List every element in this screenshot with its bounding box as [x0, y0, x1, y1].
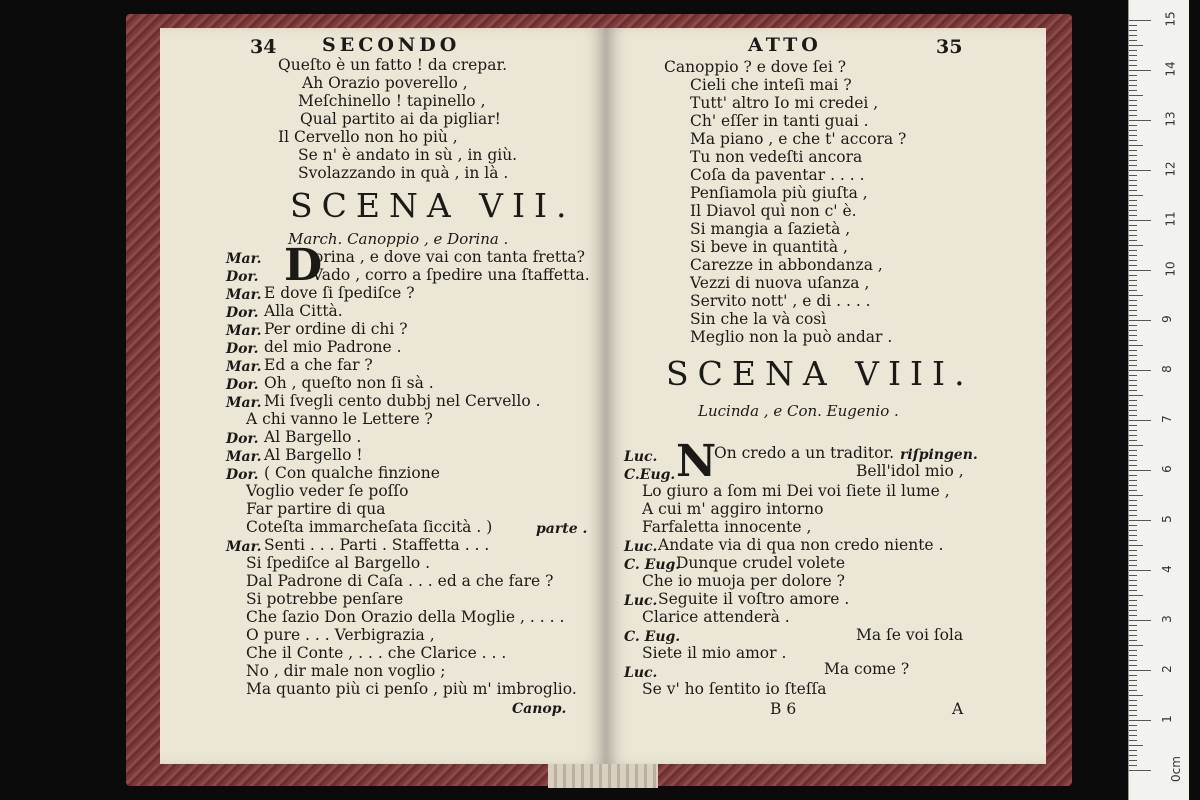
ruler-tick [1129, 680, 1137, 681]
dialogue-line: Al Bargello ! [264, 446, 363, 464]
drop-cap: N [676, 436, 717, 487]
ruler-tick [1129, 170, 1151, 171]
ruler-tick [1129, 140, 1137, 141]
ruler-tick [1129, 550, 1137, 551]
ruler-tick [1129, 445, 1143, 446]
ruler-tick [1129, 415, 1137, 416]
verse-line: Se n' è andato in sù , in giù. [298, 146, 518, 164]
ruler-tick [1129, 570, 1151, 571]
dialogue-line: Ed a che far ? [264, 356, 373, 374]
dialogue-line: Vado , corro a ſpedire una ſtaffetta. [312, 266, 590, 284]
ruler-tick [1129, 145, 1143, 146]
ruler-tick [1129, 150, 1137, 151]
ruler-tick [1129, 165, 1137, 166]
speaker-label: Luc. [624, 593, 658, 609]
scene-title: SCENA VIII. [666, 354, 974, 393]
ruler-tick [1129, 525, 1137, 526]
dialogue-line: Alla Città. [264, 302, 343, 320]
speaker-label: Luc. [624, 449, 658, 465]
dialogue-line: Lo giuro a ſom mi Dei voi ſiete il lume , [642, 482, 950, 500]
dialogue-line: Bell'idol mio , [856, 462, 964, 480]
ruler-number: 8 [1159, 365, 1174, 373]
ruler-tick [1129, 620, 1151, 621]
catchword: Canop. [512, 701, 567, 717]
ruler-tick [1129, 75, 1137, 76]
right-page-number: 35 [936, 36, 963, 58]
dialogue-line: Voglio veder ſe poſſo [246, 482, 409, 500]
ruler-tick [1129, 305, 1137, 306]
ruler-tick [1129, 590, 1137, 591]
ruler-tick [1129, 280, 1137, 281]
ruler-number: 13 [1163, 111, 1178, 127]
ruler-tick [1129, 540, 1137, 541]
ruler-tick [1129, 385, 1137, 386]
verse-line: Servito nott' , e di . . . . [690, 292, 871, 310]
ruler-tick [1129, 635, 1137, 636]
ruler-tick [1129, 120, 1151, 121]
ruler-tick [1129, 100, 1137, 101]
ruler-tick [1129, 60, 1137, 61]
ruler-tick [1129, 330, 1137, 331]
ruler-tick [1129, 260, 1137, 261]
ruler-tick [1129, 730, 1137, 731]
ruler-tick [1129, 535, 1137, 536]
ruler-tick [1129, 205, 1137, 206]
ruler-tick [1129, 20, 1151, 21]
ruler-tick [1129, 175, 1137, 176]
ruler-tick [1129, 375, 1137, 376]
speaker-label: Mar. [226, 449, 262, 465]
ruler-number: 11 [1163, 211, 1178, 227]
ruler-number: 10 [1163, 261, 1178, 277]
ruler-tick [1129, 185, 1137, 186]
ruler-tick [1129, 715, 1137, 716]
dialogue-line: Coteſta immarcheſata ſiccità . ) [246, 518, 493, 536]
ruler-tick [1129, 95, 1143, 96]
ruler-tick [1129, 130, 1137, 131]
ruler-tick [1129, 110, 1137, 111]
ruler-tick [1129, 210, 1137, 211]
dialogue-line: Se v' ho ſentito io ſteſſa [642, 680, 827, 698]
ruler-tick [1129, 495, 1143, 496]
ruler-number: 14 [1163, 61, 1178, 77]
ruler-tick [1129, 735, 1137, 736]
speaker-label: Dor. [226, 467, 259, 483]
ruler-tick [1129, 560, 1137, 561]
speaker-label: C. Eug. [624, 557, 681, 573]
ruler-tick [1129, 630, 1137, 631]
ruler-tick [1129, 600, 1137, 601]
ruler-tick [1129, 465, 1137, 466]
ruler-tick [1129, 300, 1137, 301]
ruler-tick [1129, 285, 1137, 286]
ruler-tick [1129, 660, 1137, 661]
ruler-tick [1129, 25, 1137, 26]
ruler-tick [1129, 700, 1137, 701]
ruler-tick [1129, 615, 1137, 616]
ruler-tick [1129, 365, 1137, 366]
ruler-tick [1129, 545, 1143, 546]
ruler-tick [1129, 200, 1137, 201]
measuring-ruler [1128, 0, 1189, 800]
ruler-tick [1129, 655, 1137, 656]
dialogue-line: O pure . . . Verbigrazia , [246, 626, 435, 644]
ruler-tick [1129, 460, 1137, 461]
verse-line: Il Diavol quì non c' è. [690, 202, 857, 220]
ruler-tick [1129, 250, 1137, 251]
ruler-tick [1129, 80, 1137, 81]
speaker-label: Mar. [226, 251, 262, 267]
ruler-tick [1129, 30, 1137, 31]
ruler-tick [1129, 345, 1143, 346]
dialogue-line: Che io muoja per dolore ? [642, 572, 845, 590]
right-page [606, 28, 1046, 764]
verse-line: Il Cervello non ho più , [278, 128, 458, 146]
ruler-tick [1129, 350, 1137, 351]
left-page [160, 28, 606, 764]
ruler-tick [1129, 275, 1137, 276]
ruler-tick [1129, 500, 1137, 501]
ruler-tick [1129, 515, 1137, 516]
ruler-tick [1129, 675, 1137, 676]
ruler-tick [1129, 520, 1151, 521]
dialogue-line: A cui m' aggiro intorno [642, 500, 824, 518]
verse-line: Tutt' altro Io mi credei , [690, 94, 879, 112]
verse-line: Penſiamola più giuſta , [690, 184, 868, 202]
dialogue-line: Che ſazio Don Orazio della Moglie , . . . . [246, 608, 565, 626]
ruler-tick [1129, 50, 1137, 51]
ruler-number: 1 [1159, 715, 1174, 723]
ruler-tick [1129, 320, 1151, 321]
ruler-tick [1129, 505, 1137, 506]
ruler-number: 2 [1159, 665, 1174, 673]
ruler-tick [1129, 710, 1137, 711]
ruler-tick [1129, 215, 1137, 216]
ruler-tick [1129, 155, 1137, 156]
ruler-tick [1129, 435, 1137, 436]
ruler-tick [1129, 510, 1137, 511]
ruler-tick [1129, 220, 1151, 221]
ruler-tick [1129, 335, 1137, 336]
ruler-tick [1129, 665, 1137, 666]
dialogue-line: ( Con qualche finzione [264, 464, 440, 482]
speaker-label: Dor. [226, 377, 259, 393]
ruler-tick [1129, 430, 1137, 431]
ruler-tick [1129, 705, 1137, 706]
stage-direction: riſpingen. [900, 447, 978, 463]
ruler-tick [1129, 180, 1137, 181]
ruler-tick [1129, 565, 1137, 566]
ruler-tick [1129, 105, 1137, 106]
dialogue-line: Far partire di qua [246, 500, 386, 518]
dialogue-line: orina , e dove vai con tanta fretta? [314, 248, 585, 266]
ruler-tick [1129, 405, 1137, 406]
left-running-head: SECONDO [322, 34, 461, 56]
scene-cast: Lucinda , e Con. Eugenio . [698, 402, 899, 420]
ruler-tick [1129, 240, 1137, 241]
dialogue-line: Farfaletta innocente , [642, 518, 812, 536]
ruler-tick [1129, 725, 1137, 726]
ruler-tick [1129, 470, 1151, 471]
ruler-tick [1129, 475, 1137, 476]
ruler-tick [1129, 720, 1151, 721]
dialogue-line: Dunque crudel volete [676, 554, 846, 572]
ruler-tick [1129, 640, 1137, 641]
ruler-tick [1129, 425, 1137, 426]
ruler-number: 5 [1159, 515, 1174, 523]
ruler-tick [1129, 230, 1137, 231]
ruler-tick [1129, 70, 1151, 71]
catchword: A [952, 700, 964, 718]
speaker-label: Luc. [624, 665, 658, 681]
ruler-tick [1129, 265, 1137, 266]
ruler-tick [1129, 325, 1137, 326]
dialogue-line: A chi vanno le Lettere ? [246, 410, 433, 428]
ruler-tick [1129, 195, 1143, 196]
ruler-tick [1129, 530, 1137, 531]
ruler-tick [1129, 115, 1137, 116]
ruler-number: 6 [1159, 465, 1174, 473]
verse-line: Coſa da paventar . . . . [690, 166, 865, 184]
ruler-tick [1129, 645, 1143, 646]
verse-line: Sin che la và così [690, 310, 827, 328]
speaker-label: Dor. [226, 305, 259, 321]
ruler-tick [1129, 370, 1151, 371]
dialogue-line: On credo a un traditor. [714, 444, 895, 462]
dialogue-line: Senti . . . Parti . Staffetta . . . [264, 536, 490, 554]
verse-line: Ch' eſſer in tanti guai . [690, 112, 869, 130]
ruler-tick [1129, 135, 1137, 136]
speaker-label: Luc. [624, 539, 658, 555]
ruler-tick [1129, 595, 1143, 596]
ruler-tick [1129, 245, 1143, 246]
dialogue-line: E dove ſi ſpediſce ? [264, 284, 415, 302]
ruler-unit-label: 0cm [1168, 756, 1183, 782]
ruler-tick [1129, 480, 1137, 481]
ruler-tick [1129, 310, 1137, 311]
ruler-number: 12 [1163, 161, 1178, 177]
ruler-tick [1129, 400, 1137, 401]
ruler-tick [1129, 225, 1137, 226]
ruler-tick [1129, 750, 1137, 751]
ruler-tick [1129, 410, 1137, 411]
verse-line: Meglio non la può andar . [690, 328, 893, 346]
ruler-tick [1129, 85, 1137, 86]
ruler-number: 7 [1159, 415, 1174, 423]
verse-line: Ah Orazio poverello , [302, 74, 468, 92]
dialogue-line: Che il Conte , . . . che Clarice . . . [246, 644, 507, 662]
ruler-tick [1129, 580, 1137, 581]
verse-line: Vezzi di nuova uſanza , [690, 274, 870, 292]
ruler-tick [1129, 55, 1137, 56]
ruler-tick [1129, 585, 1137, 586]
dialogue-line: Clarice attenderà . [642, 608, 790, 626]
ruler-tick [1129, 45, 1143, 46]
ruler-tick [1129, 555, 1137, 556]
ruler-tick [1129, 390, 1137, 391]
scene-title: SCENA VII. [290, 186, 576, 225]
verse-line: Qual partito ai da pigliar! [300, 110, 501, 128]
speaker-label: Mar. [226, 323, 262, 339]
ruler-tick [1129, 485, 1137, 486]
verse-line: Tu non vedeſti ancora [690, 148, 863, 166]
speaker-label: Dor. [226, 269, 259, 285]
dialogue-line: Seguite il voſtro amore . [658, 590, 850, 608]
ruler-tick [1129, 455, 1137, 456]
speaker-label: C.Eug. [624, 467, 676, 483]
ruler-tick [1129, 770, 1151, 771]
ruler-tick [1129, 760, 1137, 761]
signature-mark: B 6 [770, 700, 797, 718]
speaker-label: Mar. [226, 287, 262, 303]
speaker-label: Dor. [226, 341, 259, 357]
ruler-tick [1129, 420, 1151, 421]
drop-cap: D [284, 240, 323, 291]
dialogue-line: Si potrebbe penſare [246, 590, 404, 608]
dialogue-line: Ma come ? [824, 660, 910, 678]
speaker-label: Mar. [226, 539, 262, 555]
left-page-number: 34 [250, 36, 277, 58]
verse-line: Si mangia a ſazietà , [690, 220, 851, 238]
right-running-head: ATTO [748, 34, 822, 56]
ruler-tick [1129, 290, 1137, 291]
stage-direction: parte . [536, 521, 588, 537]
dialogue-line: Si ſpediſce al Bargello . [246, 554, 431, 572]
ruler-tick [1129, 160, 1137, 161]
ruler-number: 3 [1159, 615, 1174, 623]
ruler-tick [1129, 40, 1137, 41]
ruler-tick [1129, 255, 1137, 256]
ruler-tick [1129, 340, 1137, 341]
ruler-tick [1129, 740, 1137, 741]
ruler-tick [1129, 125, 1137, 126]
verse-line: Si beve in quantità , [690, 238, 848, 256]
ruler-tick [1129, 90, 1137, 91]
ruler-number: 4 [1159, 565, 1174, 573]
verse-line: Meſchinello ! tapinello , [298, 92, 486, 110]
verse-line: Queſto è un fatto ! da crepar. [278, 56, 508, 74]
ruler-tick [1129, 490, 1137, 491]
ruler-tick [1129, 745, 1143, 746]
ruler-tick [1129, 695, 1143, 696]
ruler-tick [1129, 440, 1137, 441]
speaker-label: Dor. [226, 431, 259, 447]
speaker-label: C. Eug. [624, 629, 681, 645]
ruler-tick [1129, 575, 1137, 576]
dialogue-line: Ma quanto più ci penſo , più m' imbroglio. [246, 680, 577, 698]
dialogue-line: Dal Padrone di Caſa . . . ed a che fare ? [246, 572, 554, 590]
dialogue-line: Siete il mio amor . [642, 644, 787, 662]
ruler-number: 9 [1159, 315, 1174, 323]
ruler-tick [1129, 755, 1137, 756]
verse-line: Svolazzando in quà , in là . [298, 164, 509, 182]
speaker-label: Mar. [226, 395, 262, 411]
ruler-tick [1129, 35, 1137, 36]
ruler-tick [1129, 360, 1137, 361]
ruler-tick [1129, 295, 1143, 296]
ruler-number: 15 [1163, 11, 1178, 27]
ruler-tick [1129, 685, 1137, 686]
ruler-tick [1129, 650, 1137, 651]
ruler-tick [1129, 690, 1137, 691]
verse-line: Canoppio ? e dove ſei ? [664, 58, 847, 76]
ruler-tick [1129, 235, 1137, 236]
ruler-tick [1129, 670, 1151, 671]
dialogue-line: Oh , queſto non ſi sà . [264, 374, 434, 392]
dialogue-line: Ma ſe voi ſola [856, 626, 964, 644]
dialogue-line: No , dir male non voglio ; [246, 662, 446, 680]
ruler-tick [1129, 355, 1137, 356]
ruler-tick [1129, 610, 1137, 611]
dialogue-line: del mio Padrone . [264, 338, 402, 356]
ruler-tick [1129, 190, 1137, 191]
ruler-tick [1129, 270, 1151, 271]
ruler-tick [1129, 380, 1137, 381]
ruler-tick [1129, 450, 1137, 451]
ruler-tick [1129, 395, 1143, 396]
speaker-label: Mar. [226, 359, 262, 375]
ruler-tick [1129, 625, 1137, 626]
dialogue-line: Per ordine di chi ? [264, 320, 408, 338]
ruler-tick [1129, 765, 1137, 766]
verse-line: Carezze in abbondanza , [690, 256, 883, 274]
dialogue-line: Andate via di qua non credo niente . [658, 536, 944, 554]
ruler-tick [1129, 315, 1137, 316]
verse-line: Ma piano , e che t' accora ? [690, 130, 907, 148]
ruler-tick [1129, 605, 1137, 606]
scene-cast: March. Canoppio , e Dorina . [288, 230, 509, 248]
verse-line: Cieli che inteſi mai ? [690, 76, 852, 94]
dialogue-line: Mi ſvegli cento dubbj nel Cervello . [264, 392, 541, 410]
ruler-tick [1129, 65, 1137, 66]
dialogue-line: Al Bargello . [264, 428, 362, 446]
